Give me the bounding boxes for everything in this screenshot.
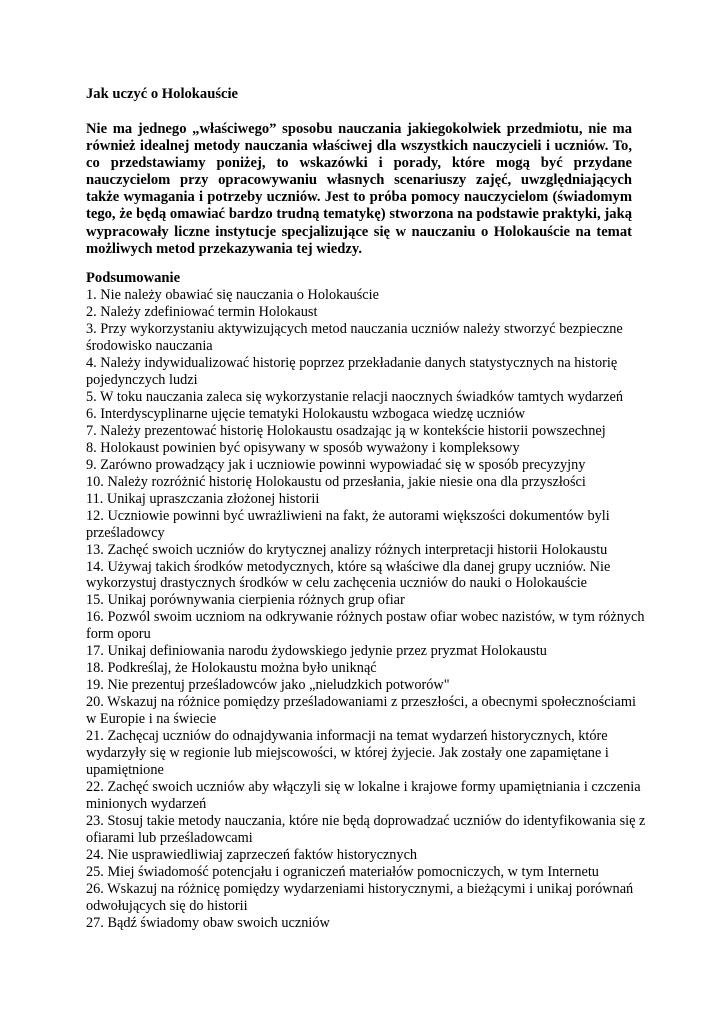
summary-item-10: 10. Należy rozróżnić historię Holokaustu od przesłania, jakie niesie ona dla przyszłości	[86, 473, 586, 490]
summary-item-16: 16. Pozwól swoim uczniom na odkrywanie różnych postaw ofiar wobec nazistów, w tym różnych form oporu	[86, 609, 645, 643]
summary-list	[86, 287, 646, 932]
summary-item-15: 15. Unikaj porównywania cierpienia różnych grup ofiar	[86, 592, 405, 609]
summary-item-20: 20. Wskazuj na różnice pomiędzy prześladowaniami z przeszłości, a obecnymi społecznościami w Europie i na świecie	[86, 694, 636, 728]
summary-item-27: 27. Bądź świadomy obaw swoich uczniów	[86, 914, 330, 931]
intro-paragraph: Nie ma jednego „właściwego” sposobu nauczania jakiegokolwiek przedmiotu, nie ma również idealnej metody nauczania właściwej dla wszystkich nauczycieli i uczniów. To, co przedstawiamy poniżej, to wskazówki i porady, które mogą być przydane nauczycielom przy opracowywaniu własnych scenariuszy zajęć, uwzględniających także wymagania i potrzeby uczniów. Jest to próba pomocy nauczycielom (świadomym tego, że będą omawiać bardzo trudną tematykę) stworzona na podstawie praktyki, jaką wypracowały liczne instytucje specjalizujące się w nauczaniu o Holokauście na temat możliwych metod przekazywania tej wiedzy.	[86, 121, 632, 257]
summary-item-11: 11. Unikaj upraszczania złożonej historii	[86, 490, 320, 507]
summary-item-22: 22. Zachęć swoich uczniów aby włączyli się w lokalne i krajowe formy upamiętniania i czczenia minionych wydarzeń	[86, 779, 641, 813]
summary-item-2: 2. Należy zdefiniować termin Holokaust	[86, 303, 318, 320]
summary-item-13: 13. Zachęć swoich uczniów do krytycznej analizy różnych interpretacji historii Holokaustu	[86, 541, 608, 558]
summary-item-5: 5. W toku nauczania zaleca się wykorzystanie relacji naocznych świadków tamtych wydarzeń	[86, 388, 623, 405]
summary-item-1: 1. Nie należy obawiać się nauczania o Holokauście	[86, 287, 379, 303]
summary-item-9: 9. Zarówno prowadzący jak i uczniowie powinni wypowiadać się w sposób precyzyjny	[86, 456, 586, 473]
summary-item-17: 17. Unikaj definiowania narodu żydowskiego jedynie przez pryzmat Holokaustu	[86, 643, 547, 660]
summary-item-14: 14. Używaj takich środków metodycznych, które są właściwe dla danej grupy uczniów. Nie wykorzystuj drastycznych środków w celu zachęcenia uczniów do nauki o Holokauście	[86, 558, 611, 592]
summary-item-24: 24. Nie usprawiedliwiaj zaprzeczeń faktów historycznych	[86, 846, 418, 863]
summary-item-12: 12. Uczniowie powinni być uwrażliwieni na fakt, że autorami większości dokumentów byli prześladowcy	[86, 507, 610, 541]
summary-item-21: 21. Zachęcaj uczniów do odnajdywania informacji na temat wydarzeń historycznych, które wydarzyły się w regionie lub miejscowości, w której żyjecie. Jak zostały one zapamiętane i upamiętnione	[86, 728, 609, 779]
document-title: Jak uczyć o Holokauście	[86, 86, 239, 102]
summary-item-23: 23. Stosuj takie metody nauczania, które nie będą doprowadzać uczniów do identyfikowania się z ofiarami lub prześladowcami	[86, 813, 646, 846]
summary-item-25: 25. Miej świadomość potencjału i ograniczeń materiałów pomocniczych, w tym Internetu	[86, 863, 599, 880]
summary-item-26: 26. Wskazuj na różnicę pomiędzy wydarzeniami historycznymi, a bieżącymi i unikaj porównań odwołujących się do historii	[86, 880, 634, 914]
summary-item-6: 6. Interdyscyplinarne ujęcie tematyki Holokaustu wzbogaca wiedzę uczniów	[86, 405, 526, 422]
summary-item-18: 18. Podkreślaj, że Holokaustu można było uniknąć	[86, 660, 377, 677]
summary-item-7: 7. Należy prezentować historię Holokaustu osadzając ją w kontekście historii powszechnej	[86, 422, 606, 439]
summary-item-8: 8. Holokaust powinien być opisywany w sposób wyważony i kompleksowy	[86, 439, 520, 456]
summary-item-3: 3. Przy wykorzystaniu aktywizujących metod nauczania uczniów należy stworzyć bezpieczne środowisko nauczania	[86, 320, 623, 354]
summary-item-19: 19. Nie prezentuj prześladowców jako „nieludzkich potworów"	[86, 677, 450, 694]
summary-item-4: 4. Należy indywidualizować historię poprzez przekładanie danych statystycznych na historię pojedynczych ludzi	[86, 354, 618, 388]
summary-heading: Podsumowanie	[86, 270, 181, 286]
